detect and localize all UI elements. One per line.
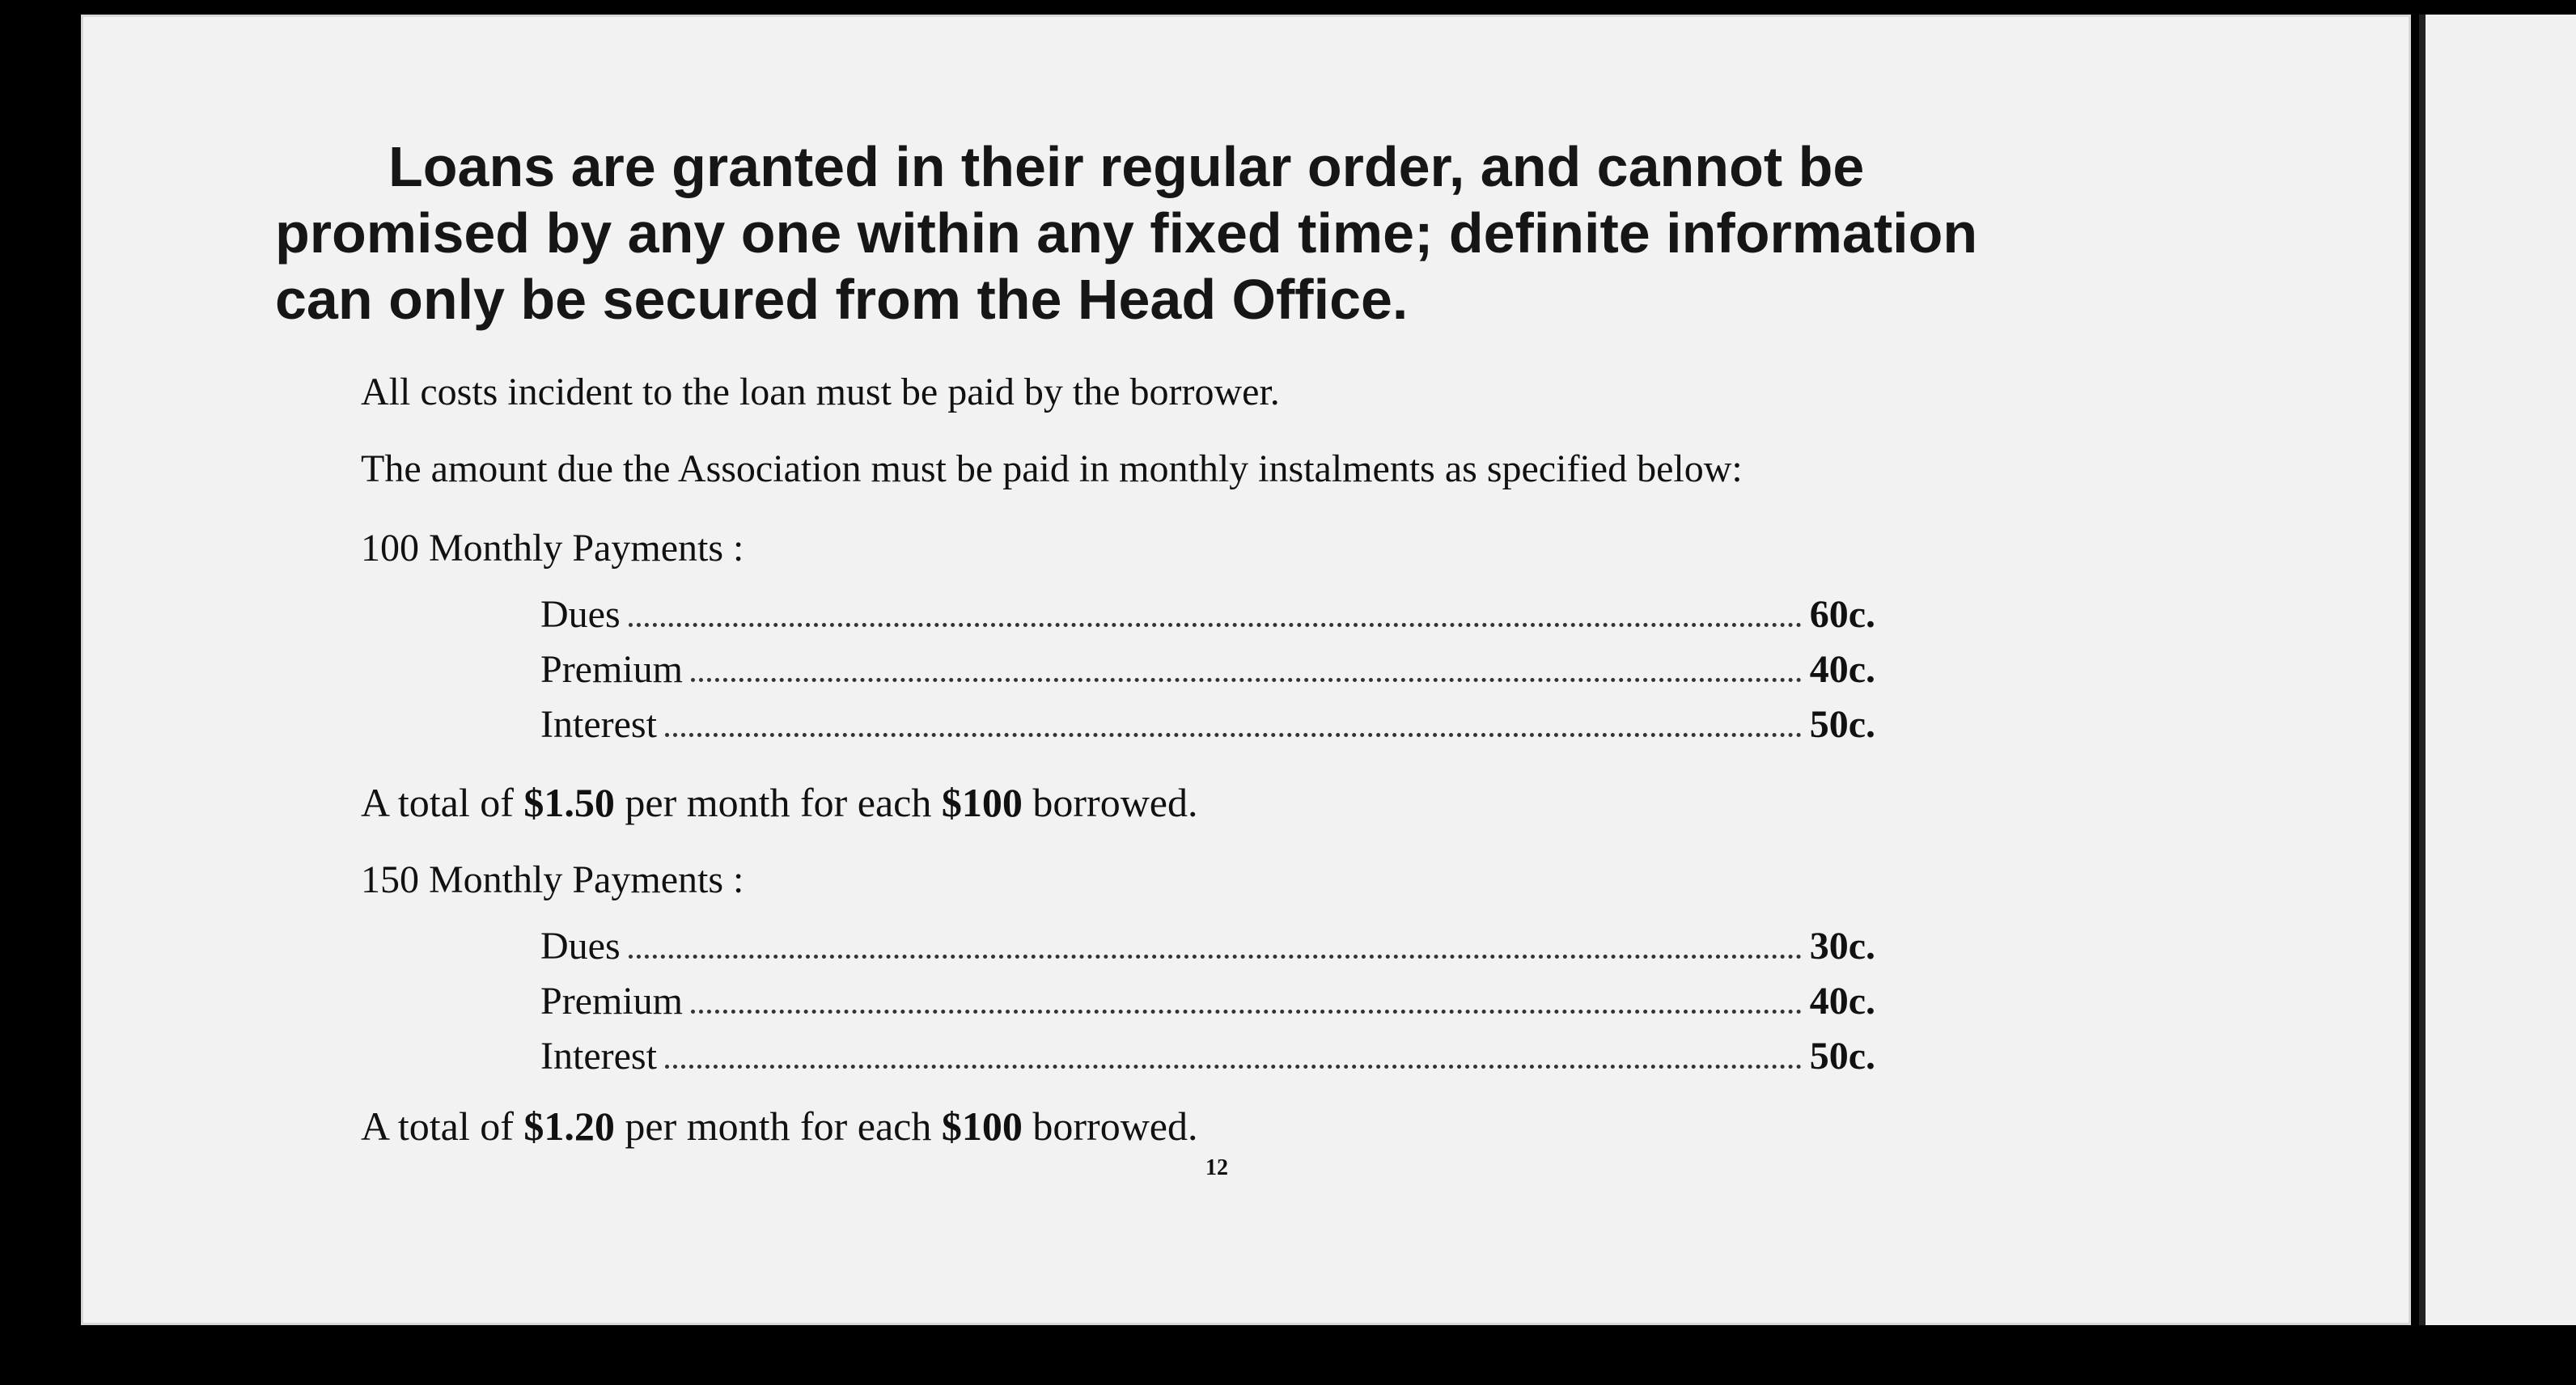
total-suffix: borrowed.	[1022, 780, 1198, 825]
total-per: $100	[941, 780, 1023, 825]
total-suffix: borrowed.	[1022, 1103, 1198, 1149]
plan-2-title: 150 Monthly Payments :	[361, 858, 744, 901]
instalments-paragraph: The amount due the Association must be paid in monthly instalments as specified below:	[361, 447, 1743, 490]
total-middle: per month for each	[614, 1103, 942, 1149]
page-number: 12	[1205, 1155, 1228, 1180]
row-amount: 50c.	[1809, 1035, 1875, 1078]
schedule-row	[540, 919, 1875, 974]
heading-line-1: Loans are granted in their regular order, and cannot be	[388, 135, 1865, 198]
row-label: Interest	[540, 703, 657, 746]
row-amount: 50c.	[1809, 703, 1875, 746]
plan-1-title: 100 Monthly Payments :	[361, 527, 744, 570]
row-amount: 30c.	[1809, 925, 1875, 968]
row-label: Interest	[540, 1035, 657, 1078]
dot-leader	[629, 623, 1802, 627]
total-prefix: A total of	[361, 1103, 524, 1149]
plan-2-total	[361, 1102, 1198, 1150]
adjacent-page-edge	[2419, 15, 2576, 1325]
row-label: Premium	[540, 980, 683, 1023]
total-prefix: A total of	[361, 780, 524, 825]
schedule-row	[540, 974, 1875, 1029]
row-label: Premium	[540, 648, 683, 691]
total-amount: $1.50	[523, 780, 615, 825]
row-amount: 40c.	[1809, 648, 1875, 691]
schedule-row	[540, 587, 1875, 642]
loan-policy-heading	[275, 133, 2152, 332]
total-amount: $1.20	[523, 1103, 615, 1149]
dot-leader	[665, 733, 1802, 737]
row-label: Dues	[540, 593, 621, 636]
heading-line-3: can only be secured from the Head Office.	[275, 268, 1409, 331]
schedule-row	[540, 1029, 1875, 1084]
heading-line-2: promised by any one within any fixed time; definite information	[275, 201, 1978, 265]
dot-leader	[665, 1065, 1802, 1069]
plan-1-total	[361, 778, 1198, 827]
schedule-row	[540, 642, 1875, 697]
total-middle: per month for each	[614, 780, 942, 825]
plan-1-schedule	[540, 587, 1875, 752]
dot-leader	[691, 678, 1802, 682]
row-label: Dues	[540, 925, 621, 968]
plan-2-schedule	[540, 919, 1875, 1084]
costs-paragraph: All costs incident to the loan must be paid by the borrower.	[361, 371, 1280, 413]
schedule-row	[540, 697, 1875, 752]
dot-leader	[629, 955, 1802, 959]
total-per: $100	[941, 1103, 1023, 1149]
dot-leader	[691, 1010, 1802, 1014]
row-amount: 40c.	[1809, 980, 1875, 1023]
row-amount: 60c.	[1809, 593, 1875, 636]
